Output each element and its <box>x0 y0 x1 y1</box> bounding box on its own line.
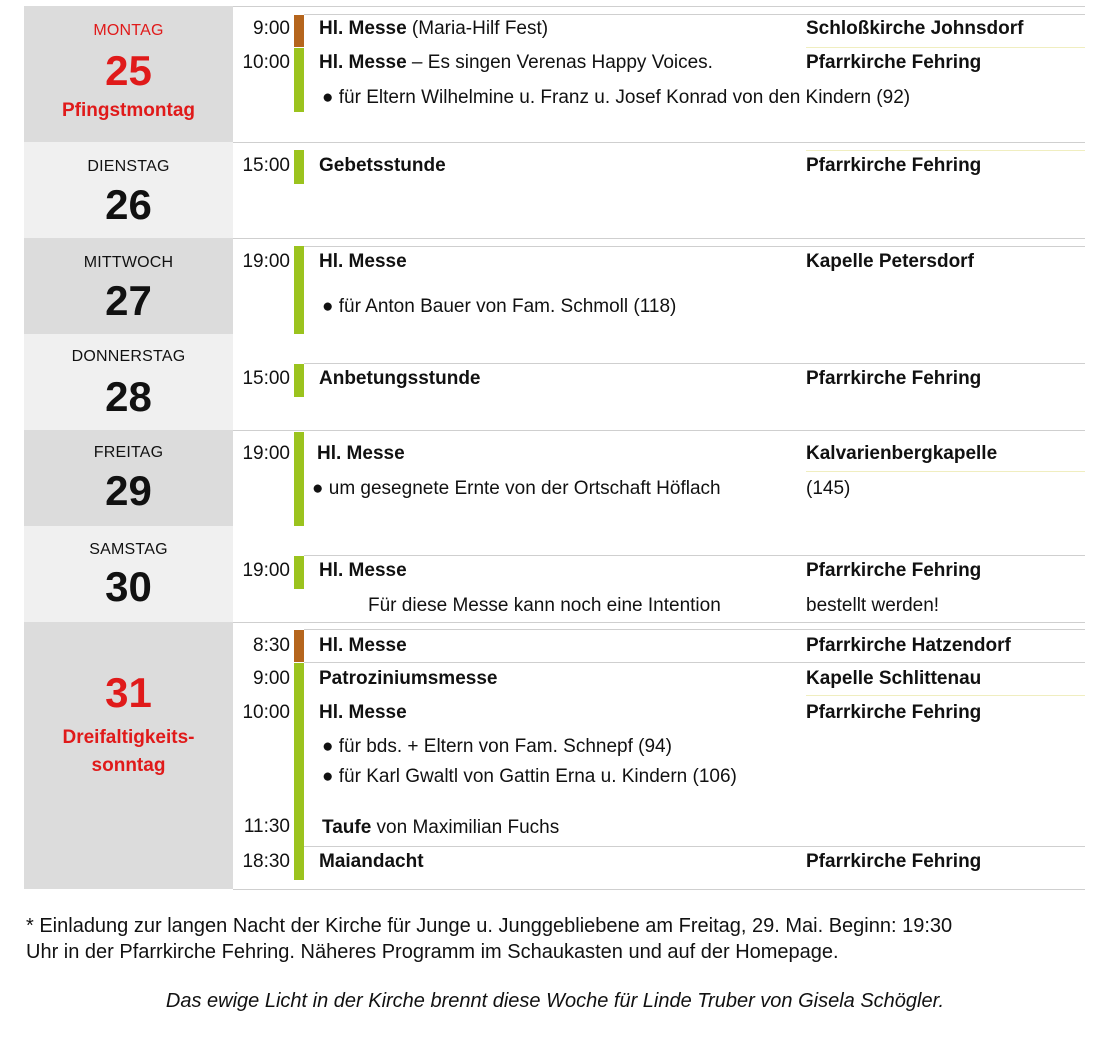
footer-note <box>26 913 1096 965</box>
event-time: 15:00 <box>242 368 290 389</box>
separator <box>806 150 1085 151</box>
event-title: Hl. Messe <box>319 251 407 272</box>
event-title: Hl. Messe <box>319 702 407 723</box>
event-time: 8:30 <box>253 635 290 656</box>
time-bar <box>294 15 304 47</box>
event-time: 18:30 <box>242 851 290 872</box>
footer-note-line2: Uhr in der Pfarrkirche Fehring. Näheres Programm im Schaukasten und auf der Homepage. <box>26 941 839 963</box>
separator <box>304 662 1085 663</box>
event-location: Kalvarienbergkapelle <box>806 443 998 464</box>
mass-intention-number: (145) <box>806 478 851 499</box>
day-block-sunday <box>24 622 233 889</box>
separator <box>233 142 1085 143</box>
day-number: 29 <box>105 467 152 514</box>
mass-intention: ● für Karl Gwaltl von Gattin Erna u. Kindern (106) <box>322 766 737 787</box>
event-time: 10:00 <box>242 52 290 73</box>
day-block-tuesday <box>24 142 233 238</box>
event-title-bold: Hl. Messe <box>319 52 407 73</box>
weekday-label: MONTAG <box>93 22 164 39</box>
time-bar <box>294 432 304 526</box>
weekday-label: DIENSTAG <box>87 158 170 175</box>
separator <box>304 363 1085 364</box>
event-title-suffix: von Maximilian Fuchs <box>371 817 560 838</box>
time-bar <box>294 630 304 662</box>
event-location: Pfarrkirche Fehring <box>806 702 982 723</box>
ewiges-licht-note: Das ewige Licht in der Kirche brennt diese Woche für Linde Truber von Gisela Schögler. <box>165 990 945 1012</box>
day-block-saturday <box>24 526 233 622</box>
event-title <box>322 817 559 839</box>
day-block-monday <box>24 6 233 142</box>
separator <box>233 430 1085 431</box>
event-location: Pfarrkirche Hatzendorf <box>806 635 1011 656</box>
separator <box>806 471 1085 472</box>
separator <box>304 14 1085 15</box>
event-title: Gebetsstunde <box>319 155 446 176</box>
event-time: 11:30 <box>243 816 290 837</box>
feast-label-line2: sonntag <box>91 755 166 776</box>
weekday-label: SAMSTAG <box>89 541 168 558</box>
separator <box>233 6 1085 7</box>
feast-label-line1: Dreifaltigkeits- <box>62 727 195 748</box>
separator <box>304 246 1085 247</box>
event-time: 19:00 <box>242 560 290 581</box>
separator <box>304 555 1085 556</box>
event-title: Maiandacht <box>319 851 424 872</box>
event-time: 19:00 <box>242 443 290 464</box>
day-number: 25 <box>105 47 152 94</box>
time-bar <box>294 150 304 184</box>
event-location: Pfarrkirche Fehring <box>806 851 982 872</box>
weekday-label: FREITAG <box>93 444 164 461</box>
separator <box>233 889 1085 890</box>
event-location: Kapelle Petersdorf <box>806 251 974 272</box>
time-bar <box>294 663 304 880</box>
event-time: 10:00 <box>242 702 290 723</box>
day-block-friday <box>24 430 233 526</box>
event-location: Pfarrkirche Fehring <box>806 368 982 389</box>
time-bar <box>294 364 304 397</box>
day-number: 31 <box>105 669 152 716</box>
day-block-wednesday <box>24 238 233 334</box>
mass-intention: ● für Eltern Wilhelmine u. Franz u. Josef Konrad von den Kindern (92) <box>322 87 911 108</box>
separator <box>806 47 1085 48</box>
feast-label: Pfingstmontag <box>62 100 195 121</box>
intention-note: Für diese Messe kann noch eine Intention <box>368 595 721 616</box>
separator <box>233 238 1085 239</box>
event-title-suffix: (Maria-Hilf Fest) <box>406 18 549 39</box>
event-title: Hl. Messe <box>319 635 407 656</box>
intention-note-end: bestellt werden! <box>806 595 940 616</box>
event-title-bold: Hl. Messe <box>319 18 407 39</box>
time-bar <box>294 246 304 334</box>
footer-note-line1: * Einladung zur langen Nacht der Kirche für Junge u. Junggebliebene am Freitag, 29. Mai. Beginn: 19:30 <box>26 915 953 937</box>
mass-intention: ● für bds. + Eltern von Fam. Schnepf (94) <box>322 736 672 757</box>
day-number: 26 <box>105 181 152 228</box>
separator <box>806 695 1085 696</box>
mass-intention: ● um gesegnete Ernte von der Ortschaft Höflach <box>312 478 721 499</box>
event-time: 15:00 <box>242 155 290 176</box>
day-number: 27 <box>105 277 152 324</box>
event-title: Patroziniumsmesse <box>319 668 498 689</box>
day-block-thursday <box>24 334 233 430</box>
time-bar <box>294 556 304 589</box>
event-title <box>319 52 713 74</box>
event-location: Kapelle Schlittenau <box>806 668 982 689</box>
event-title-suffix: – Es singen Verenas Happy Voices. <box>406 52 713 73</box>
separator <box>233 622 1085 623</box>
event-location: Pfarrkirche Fehring <box>806 560 982 581</box>
event-location: Pfarrkirche Fehring <box>806 52 982 73</box>
weekday-label: MITTWOCH <box>83 254 174 271</box>
event-time: 19:00 <box>242 251 290 272</box>
separator <box>304 629 1085 630</box>
event-time: 9:00 <box>253 18 290 39</box>
time-bar <box>294 48 304 112</box>
event-title: Hl. Messe <box>319 560 407 581</box>
event-location: Pfarrkirche Fehring <box>806 155 982 176</box>
day-number: 30 <box>105 563 152 610</box>
event-title <box>319 18 548 40</box>
event-title: Anbetungsstunde <box>319 368 481 389</box>
event-title-bold: Taufe <box>322 817 372 838</box>
mass-intention: ● für Anton Bauer von Fam. Schmoll (118) <box>322 296 677 317</box>
separator <box>304 846 1085 847</box>
day-number: 28 <box>105 373 152 420</box>
event-location: Schloßkirche Johnsdorf <box>806 18 1024 39</box>
event-title: Hl. Messe <box>317 443 405 464</box>
event-time: 9:00 <box>253 668 290 689</box>
weekday-label: DONNERSTAG <box>71 348 186 365</box>
